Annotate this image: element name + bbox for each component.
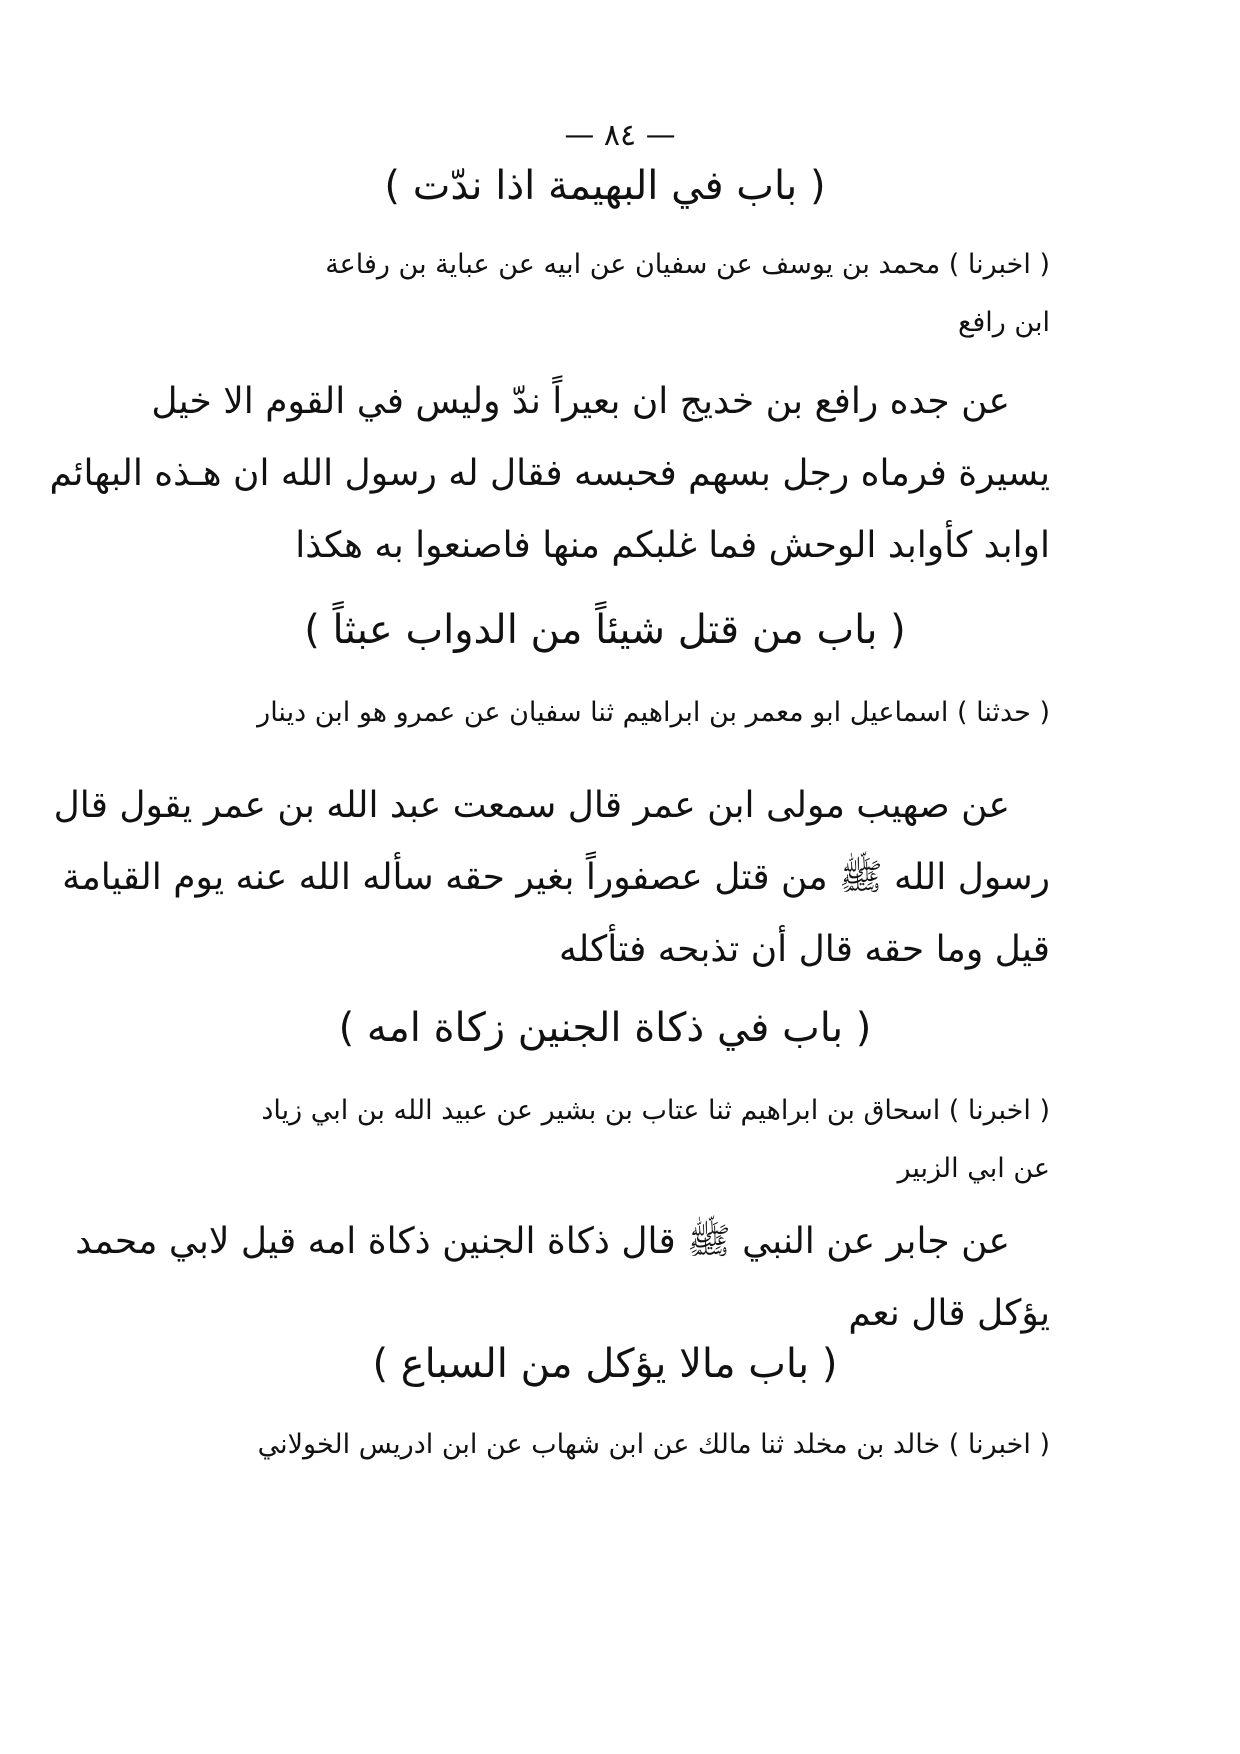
matn-line: يؤكل قال نعم [848, 1293, 1050, 1334]
isnad-line: ( اخبرنا ) اسحاق بن ابراهيم ثنا عتاب بن بشير عن عبيد الله بن ابي زياد [261, 1095, 1050, 1126]
isnad-line: ( اخبرنا ) محمد بن يوسف عن سفيان عن ابيه عن عباية بن رفاعة [325, 249, 1050, 280]
matn-line: يسيرة فرماه رجل بسهم فحبسه فقال له رسول الله ان هـذه البهائم [49, 453, 1050, 494]
isnad-paragraph [160, 684, 1050, 742]
isnad-line: ( حدثنا ) اسماعيل ابو معمر بن ابراهيم ثنا سفيان عن عمرو هو ابن دينار [257, 697, 1050, 728]
section-heading: ( باب من قتل شيئاً من الدواب عبثاً ) [304, 607, 906, 653]
matn-line: عن جابر عن النبي ﷺ قال ذكاة الجنين ذكاة امه قيل لابي محمد [75, 1221, 1010, 1262]
isnad-line: عن ابي الزبير [897, 1153, 1050, 1184]
matn-line: رسول الله ﷺ من قتل عصفوراً بغير حقه سأله الله عنه يوم القيامة [62, 857, 1050, 898]
isnad-paragraph [160, 236, 1050, 352]
isnad-line: ابن رافع [958, 307, 1050, 338]
isnad-paragraph [160, 1082, 1050, 1198]
matn-paragraph [75, 1206, 1050, 1350]
matn-line: عن صهيب مولى ابن عمر قال سمعت عبد الله بن عمر يقول قال [53, 785, 1010, 826]
isnad-paragraph [160, 1416, 1050, 1474]
matn-line: اوابد كأوابد الوحش فما غلبكم منها فاصنعوا به هكذا [295, 525, 1050, 566]
matn-line: قيل وما حقه قال أن تذبحه فتأكله [558, 929, 1050, 970]
section-heading: ( باب في البهيمة اذا ندّت ) [384, 163, 826, 209]
section-heading: ( باب في ذكاة الجنين زكاة امه ) [338, 1005, 872, 1051]
isnad-line: ( اخبرنا ) خالد بن مخلد ثنا مالك عن ابن شهاب عن ابن ادريس الخولاني [257, 1429, 1050, 1460]
matn-line: عن جده رافع بن خديج ان بعيراً ندّ وليس في القوم الا خيل [151, 381, 1010, 422]
page-number: — ٨٤ — [564, 118, 676, 153]
matn-paragraph [53, 770, 1050, 986]
matn-paragraph [49, 366, 1050, 582]
section-heading: ( باب مالا يؤكل من السباع ) [372, 1341, 838, 1387]
